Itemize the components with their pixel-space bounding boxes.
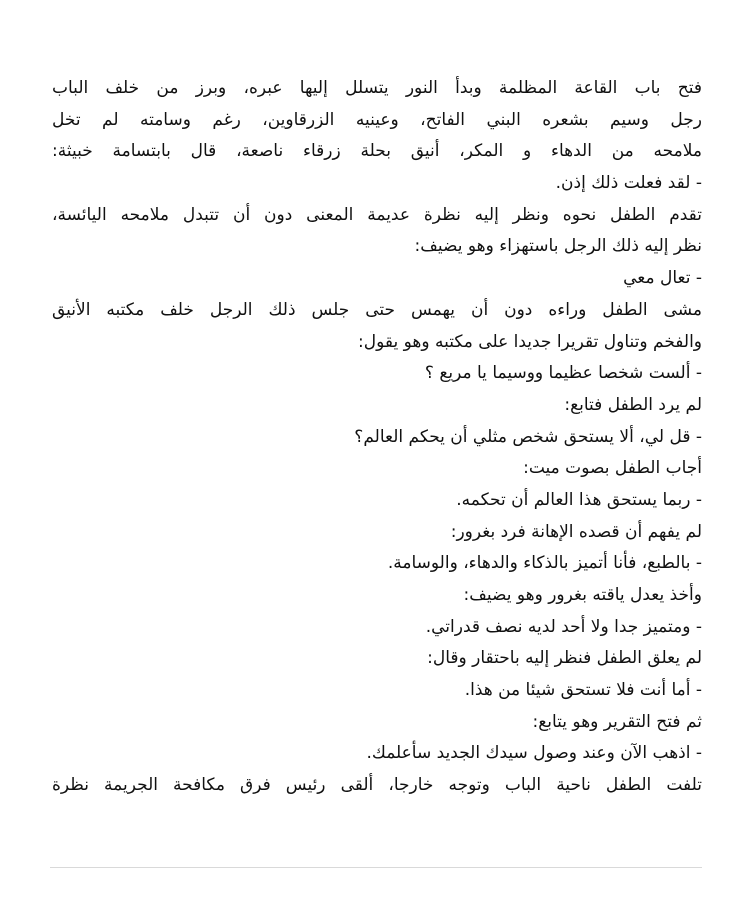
text-line: لم يعلق الطفل فنظر إليه باحتقار وقال: <box>427 648 702 669</box>
text-line: - ألست شخصا عظيما ووسيما يا مريع ؟ <box>424 363 702 384</box>
text-line: مشى الطفل وراءه دون أن يهمس حتى جلس ذلك الرجل خلف مكتبه الأنيق <box>52 299 702 320</box>
text-line: - أما أنت فلا تستحق شيئا من هذا. <box>464 680 702 701</box>
text-line: ثم فتح التقرير وهو يتابع: <box>532 711 702 732</box>
text-line: نظر إليه ذلك الرجل باستهزاء وهو يضيف: <box>414 236 702 257</box>
text-line: ملامحه من الدهاء و المكر، أنيق بحلة زرقاء ناصعة، قال بابتسامة خبيثة: <box>52 141 702 162</box>
story-text <box>52 73 702 802</box>
text-line: تقدم الطفل نحوه ونظر إليه نظرة عديمة المعنى دون أن تتبدل ملامحه اليائسة، <box>52 204 702 225</box>
text-line: - ومتميز جدا ولا أحد لديه نصف قدراتي. <box>425 616 702 637</box>
text-line: لم يرد الطفل فتابع: <box>564 394 702 415</box>
text-line: والفخم وتناول تقريرا جديدا على مكتبه وهو يقول: <box>358 331 702 352</box>
text-line: - قل لي، ألا يستحق شخص مثلي أن يحكم العالم؟ <box>354 426 702 447</box>
text-line: فتح باب القاعة المظلمة وبدأ النور يتسلل إليها عبره، وبرز من خلف الباب <box>52 78 702 98</box>
text-line: وأخذ يعدل ياقته بغرور وهو يضيف: <box>463 585 702 605</box>
text-line: لم يفهم أن قصده الإهانة فرد بغرور: <box>450 521 702 542</box>
text-line: أجاب الطفل بصوت ميت: <box>523 458 702 479</box>
text-line: - لقد فعلت ذلك إذن. <box>555 173 702 194</box>
text-line: - اذهب الآن وعند وصول سيدك الجديد سأعلمك. <box>366 743 702 764</box>
text-line: - ربما يستحق هذا العالم أن تحكمه. <box>456 489 702 510</box>
text-line: تلفت الطفل ناحية الباب وتوجه خارجا، ألقى رئيس فرق مكافحة الجريمة نظرة <box>52 775 702 796</box>
text-line: - بالطبع، فأنا أتميز بالذكاء والدهاء، والوسامة. <box>387 553 702 574</box>
text-line: رجل وسيم بشعره البني الفاتح، وعينيه الزرقاوين، رغم وسامته لم تخل <box>52 109 702 130</box>
page-divider <box>50 867 702 868</box>
text-line: - تعال معي <box>623 268 702 289</box>
